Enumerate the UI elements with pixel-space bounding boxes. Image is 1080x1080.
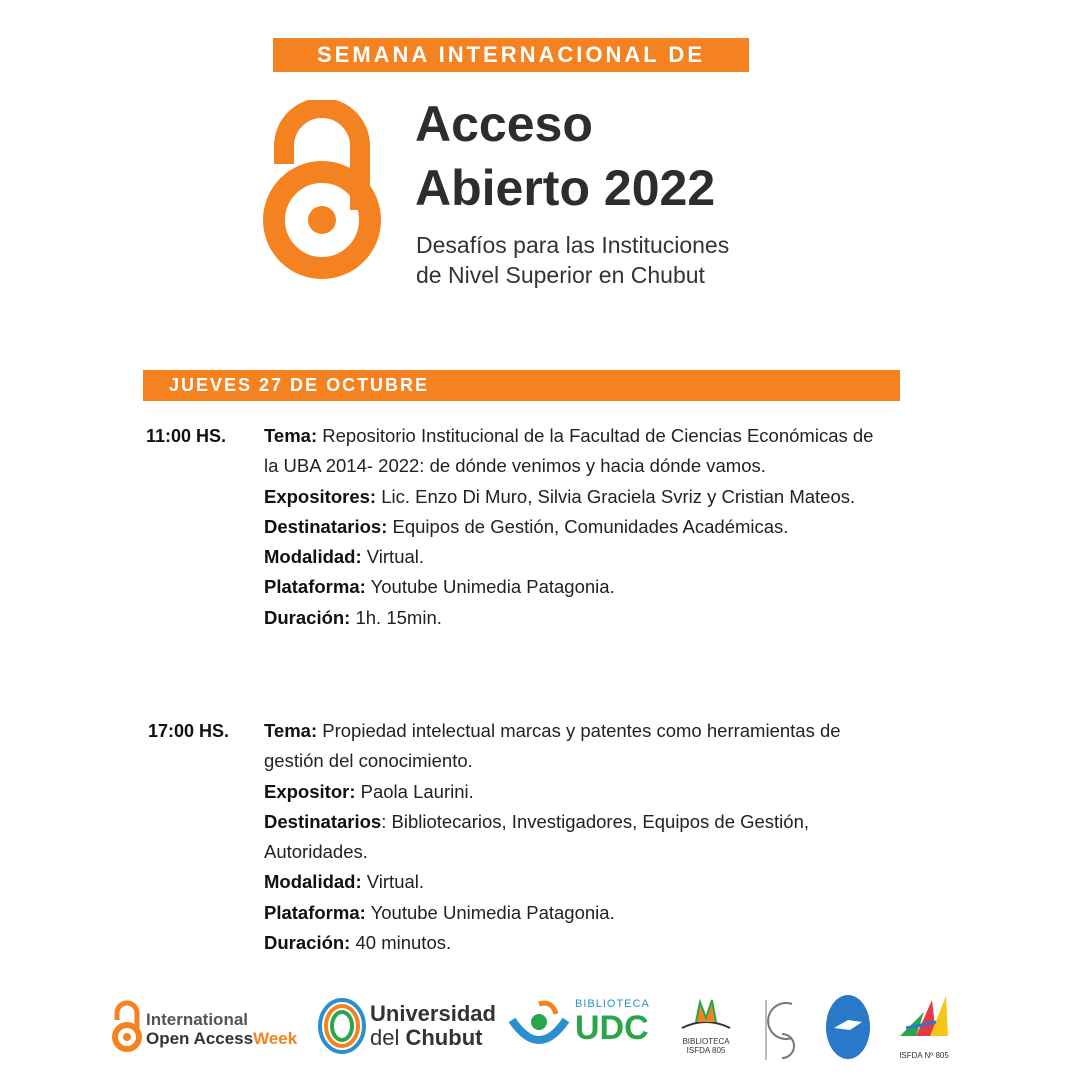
page-title: Acceso Abierto 2022	[415, 96, 716, 216]
book-icon	[678, 998, 734, 1032]
universidad-chubut-logo: Universidad del Chubut	[370, 1001, 496, 1050]
session-details: Tema: Propiedad intelectual marcas y patentes como herramientas de gestión del conocimiento. Expositor: Paola Laurini. Destinatarios: Bibliotecarios, Investigadores, Equipos de Gestión, Autoridades. Modalidad: Virtual. Plataforma: Youtube Unimedia Patagonia. Duración: 40 minutos.	[264, 720, 841, 954]
open-access-week-logo: International Open AccessWeek	[146, 1010, 298, 1048]
flame-icon	[896, 992, 952, 1046]
session-details: Tema: Repositorio Institucional de la Facultad de Ciencias Económicas de la UBA 2014- 2022: de dónde venimos y hacia dónde vamos. Expositores: Lic. Enzo Di Muro, Silvia Graciela Svriz y Cristian Mateos. Destinatarios: Equipos de Gestión, Comunidades Académicas. Modalidad: Virtual. Plataforma: Youtube Unimedia Patagonia. Duración: 1h. 15min.	[264, 425, 874, 628]
open-access-lock-icon	[262, 100, 382, 280]
isfda-805-logo: ISFDA Nº 805	[894, 992, 954, 1062]
institution-seal-logo	[824, 992, 872, 1062]
day-banner: JUEVES 27 DE OCTUBRE	[143, 370, 900, 401]
sponsor-logos	[0, 990, 1080, 1070]
page-subtitle: Desafíos para las Instituciones de Nivel Superior en Chubut	[416, 232, 730, 288]
session-time: 17:00 HS.	[148, 721, 230, 741]
universidad-chubut-logo-icon	[316, 996, 368, 1056]
biblioteca-udc-logo: BIBLIOTECA UDC	[575, 998, 650, 1047]
event-banner: SEMANA INTERNACIONAL DE	[273, 38, 749, 72]
session-time: 11:00 HS.	[146, 426, 227, 446]
open-access-week-logo-icon	[112, 1000, 142, 1056]
biblioteca-gabriel-fuentes-logo	[758, 994, 804, 1064]
biblioteca-udc-logo-icon	[508, 1000, 570, 1056]
biblioteca-isfda-logo: BIBLIOTECA ISFDA 805	[676, 998, 736, 1060]
